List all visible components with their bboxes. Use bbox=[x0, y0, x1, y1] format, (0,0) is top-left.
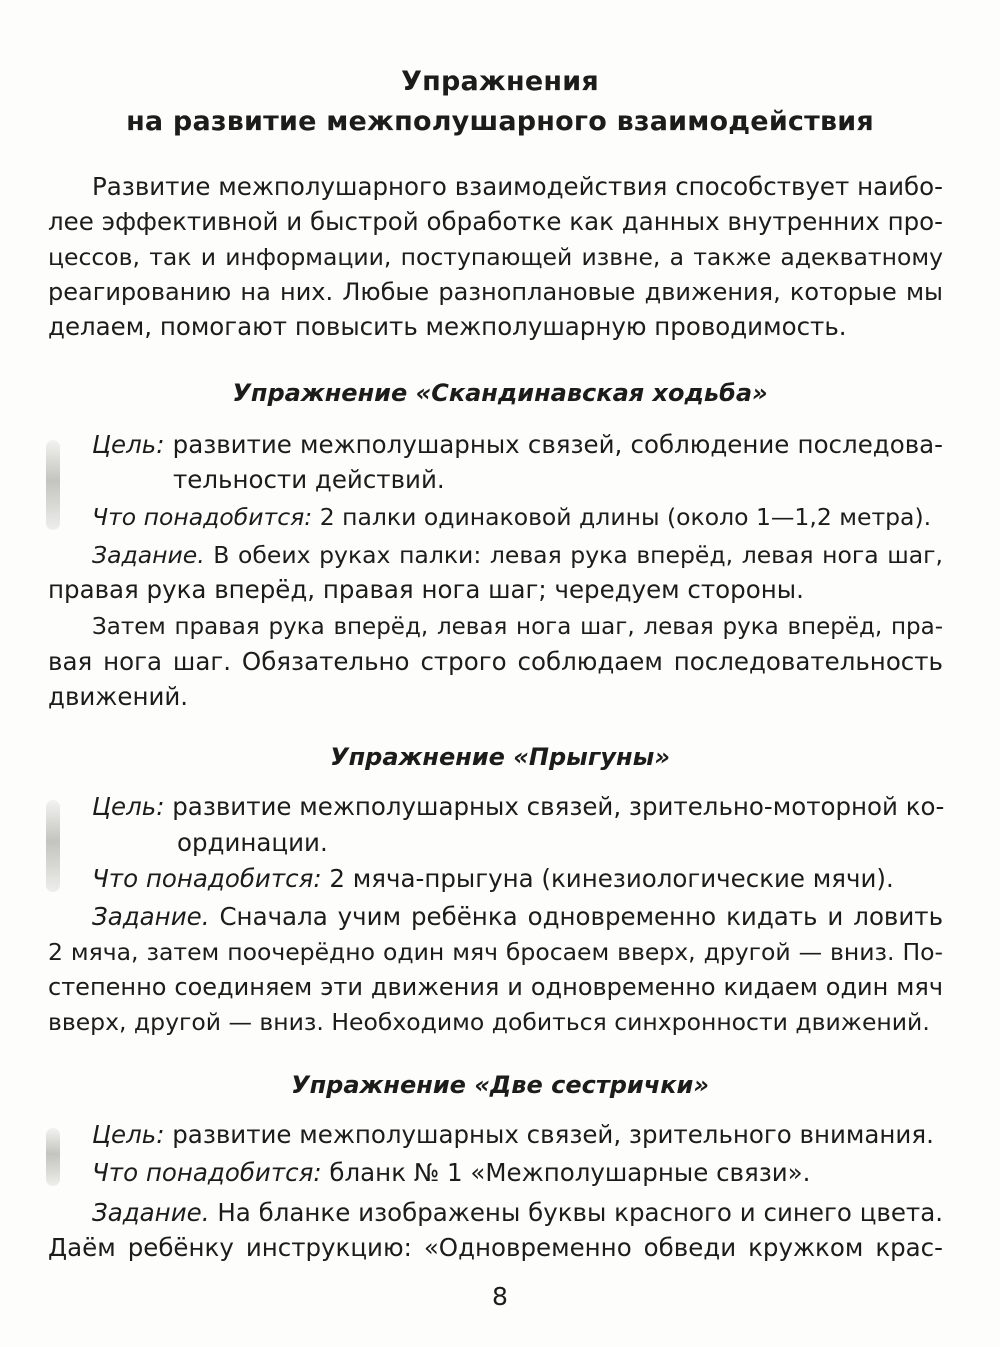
exercise-2-task-cont: 2 мяча, затем поочерёдно один мяч бросаем вверх, другой — вниз. По- bbox=[48, 938, 943, 966]
task-label: Задание. bbox=[92, 902, 210, 931]
exercise-1-extra: движений. bbox=[48, 682, 189, 711]
intro-line: реагированию на них. Любые разноплановые движения, которые мы bbox=[48, 278, 943, 306]
task-label: Задание. bbox=[92, 1198, 210, 1227]
exercise-3-goal bbox=[92, 1118, 943, 1152]
margin-bar-decoration bbox=[46, 440, 60, 530]
exercise-1-title: Упражнение «Скандинавская ходьба» bbox=[232, 379, 768, 407]
exercise-1-goal bbox=[92, 428, 943, 462]
needs-label: Что понадобится: bbox=[92, 864, 322, 893]
exercise-1-task-cont: правая рука вперёд, правая нога шаг; чередуем стороны. bbox=[48, 575, 804, 604]
needs-text: бланк № 1 «Межполушарные связи». bbox=[329, 1158, 811, 1187]
task-text: Сначала учим ребёнка одновременно кидать и ловить bbox=[219, 902, 944, 931]
exercise-2-needs bbox=[92, 862, 943, 896]
goal-label: Цель: bbox=[92, 792, 165, 821]
task-text: В обеих руках палки: левая рука вперёд, левая нога шаг, bbox=[213, 541, 943, 569]
margin-bar-decoration bbox=[46, 800, 60, 892]
goal-text: развитие межполушарных связей, зрительно-моторной ко- bbox=[172, 792, 945, 821]
needs-label: Что понадобится: bbox=[92, 503, 313, 531]
exercise-2-task-cont: вверх, другой — вниз. Необходимо добиться синхронности движений. bbox=[48, 1008, 930, 1036]
exercise-2-title: Упражнение «Прыгуны» bbox=[330, 743, 670, 771]
goal-label: Цель: bbox=[92, 430, 165, 459]
intro-line: лее эффективной и быстрой обработке как данных внутренних про- bbox=[48, 207, 943, 236]
exercise-3-title: Упражнение «Две сестрички» bbox=[291, 1071, 709, 1099]
exercise-1-goal-cont: тельности действий. bbox=[173, 465, 445, 494]
exercise-2-goal-cont: ординации. bbox=[177, 828, 328, 857]
exercise-2-task-cont: степенно соединяем эти движения и одновременно кидаем один мяч bbox=[48, 973, 943, 1001]
page-title-line-2: на развитие межполушарного взаимодействия bbox=[126, 106, 874, 137]
task-text: На бланке изображены буквы красного и синего цвета. bbox=[217, 1198, 943, 1227]
exercise-3-needs bbox=[92, 1156, 943, 1190]
intro-line: Развитие межполушарного взаимодействия способствует наибо- bbox=[92, 172, 943, 201]
page-title-line-1: Упражнения bbox=[401, 66, 599, 97]
exercise-1-extra: вая нога шаг. Обязательно строго соблюдаем последовательность bbox=[48, 647, 943, 676]
page-number: 8 bbox=[492, 1282, 508, 1311]
exercise-3-task-cont: Даём ребёнку инструкцию: «Одновременно обведи кружком крас- bbox=[48, 1233, 943, 1262]
goal-text: развитие межполушарных связей, зрительного внимания. bbox=[172, 1120, 934, 1149]
exercise-2-task bbox=[92, 900, 943, 934]
exercise-1-extra: Затем правая рука вперёд, левая нога шаг, левая рука вперёд, пра- bbox=[92, 614, 943, 640]
needs-label: Что понадобится: bbox=[92, 1158, 322, 1187]
needs-text: 2 палки одинаковой длины (около 1—1,2 метра). bbox=[319, 503, 932, 531]
intro-line: цессов, так и информации, поступающей извне, а также адекватному bbox=[48, 243, 943, 271]
intro-line: делаем, помогают повысить межполушарную проводимость. bbox=[48, 312, 847, 341]
goal-text: развитие межполушарных связей, соблюдение последова- bbox=[172, 430, 943, 459]
needs-text: 2 мяча-прыгуна (кинезиологические мячи). bbox=[329, 864, 894, 893]
task-label: Задание. bbox=[92, 541, 205, 569]
margin-bar-decoration bbox=[46, 1128, 60, 1186]
exercise-1-needs bbox=[92, 500, 943, 534]
exercise-1-task bbox=[92, 538, 943, 572]
goal-label: Цель: bbox=[92, 1120, 165, 1149]
exercise-2-goal bbox=[92, 790, 943, 824]
exercise-3-task bbox=[92, 1196, 943, 1230]
